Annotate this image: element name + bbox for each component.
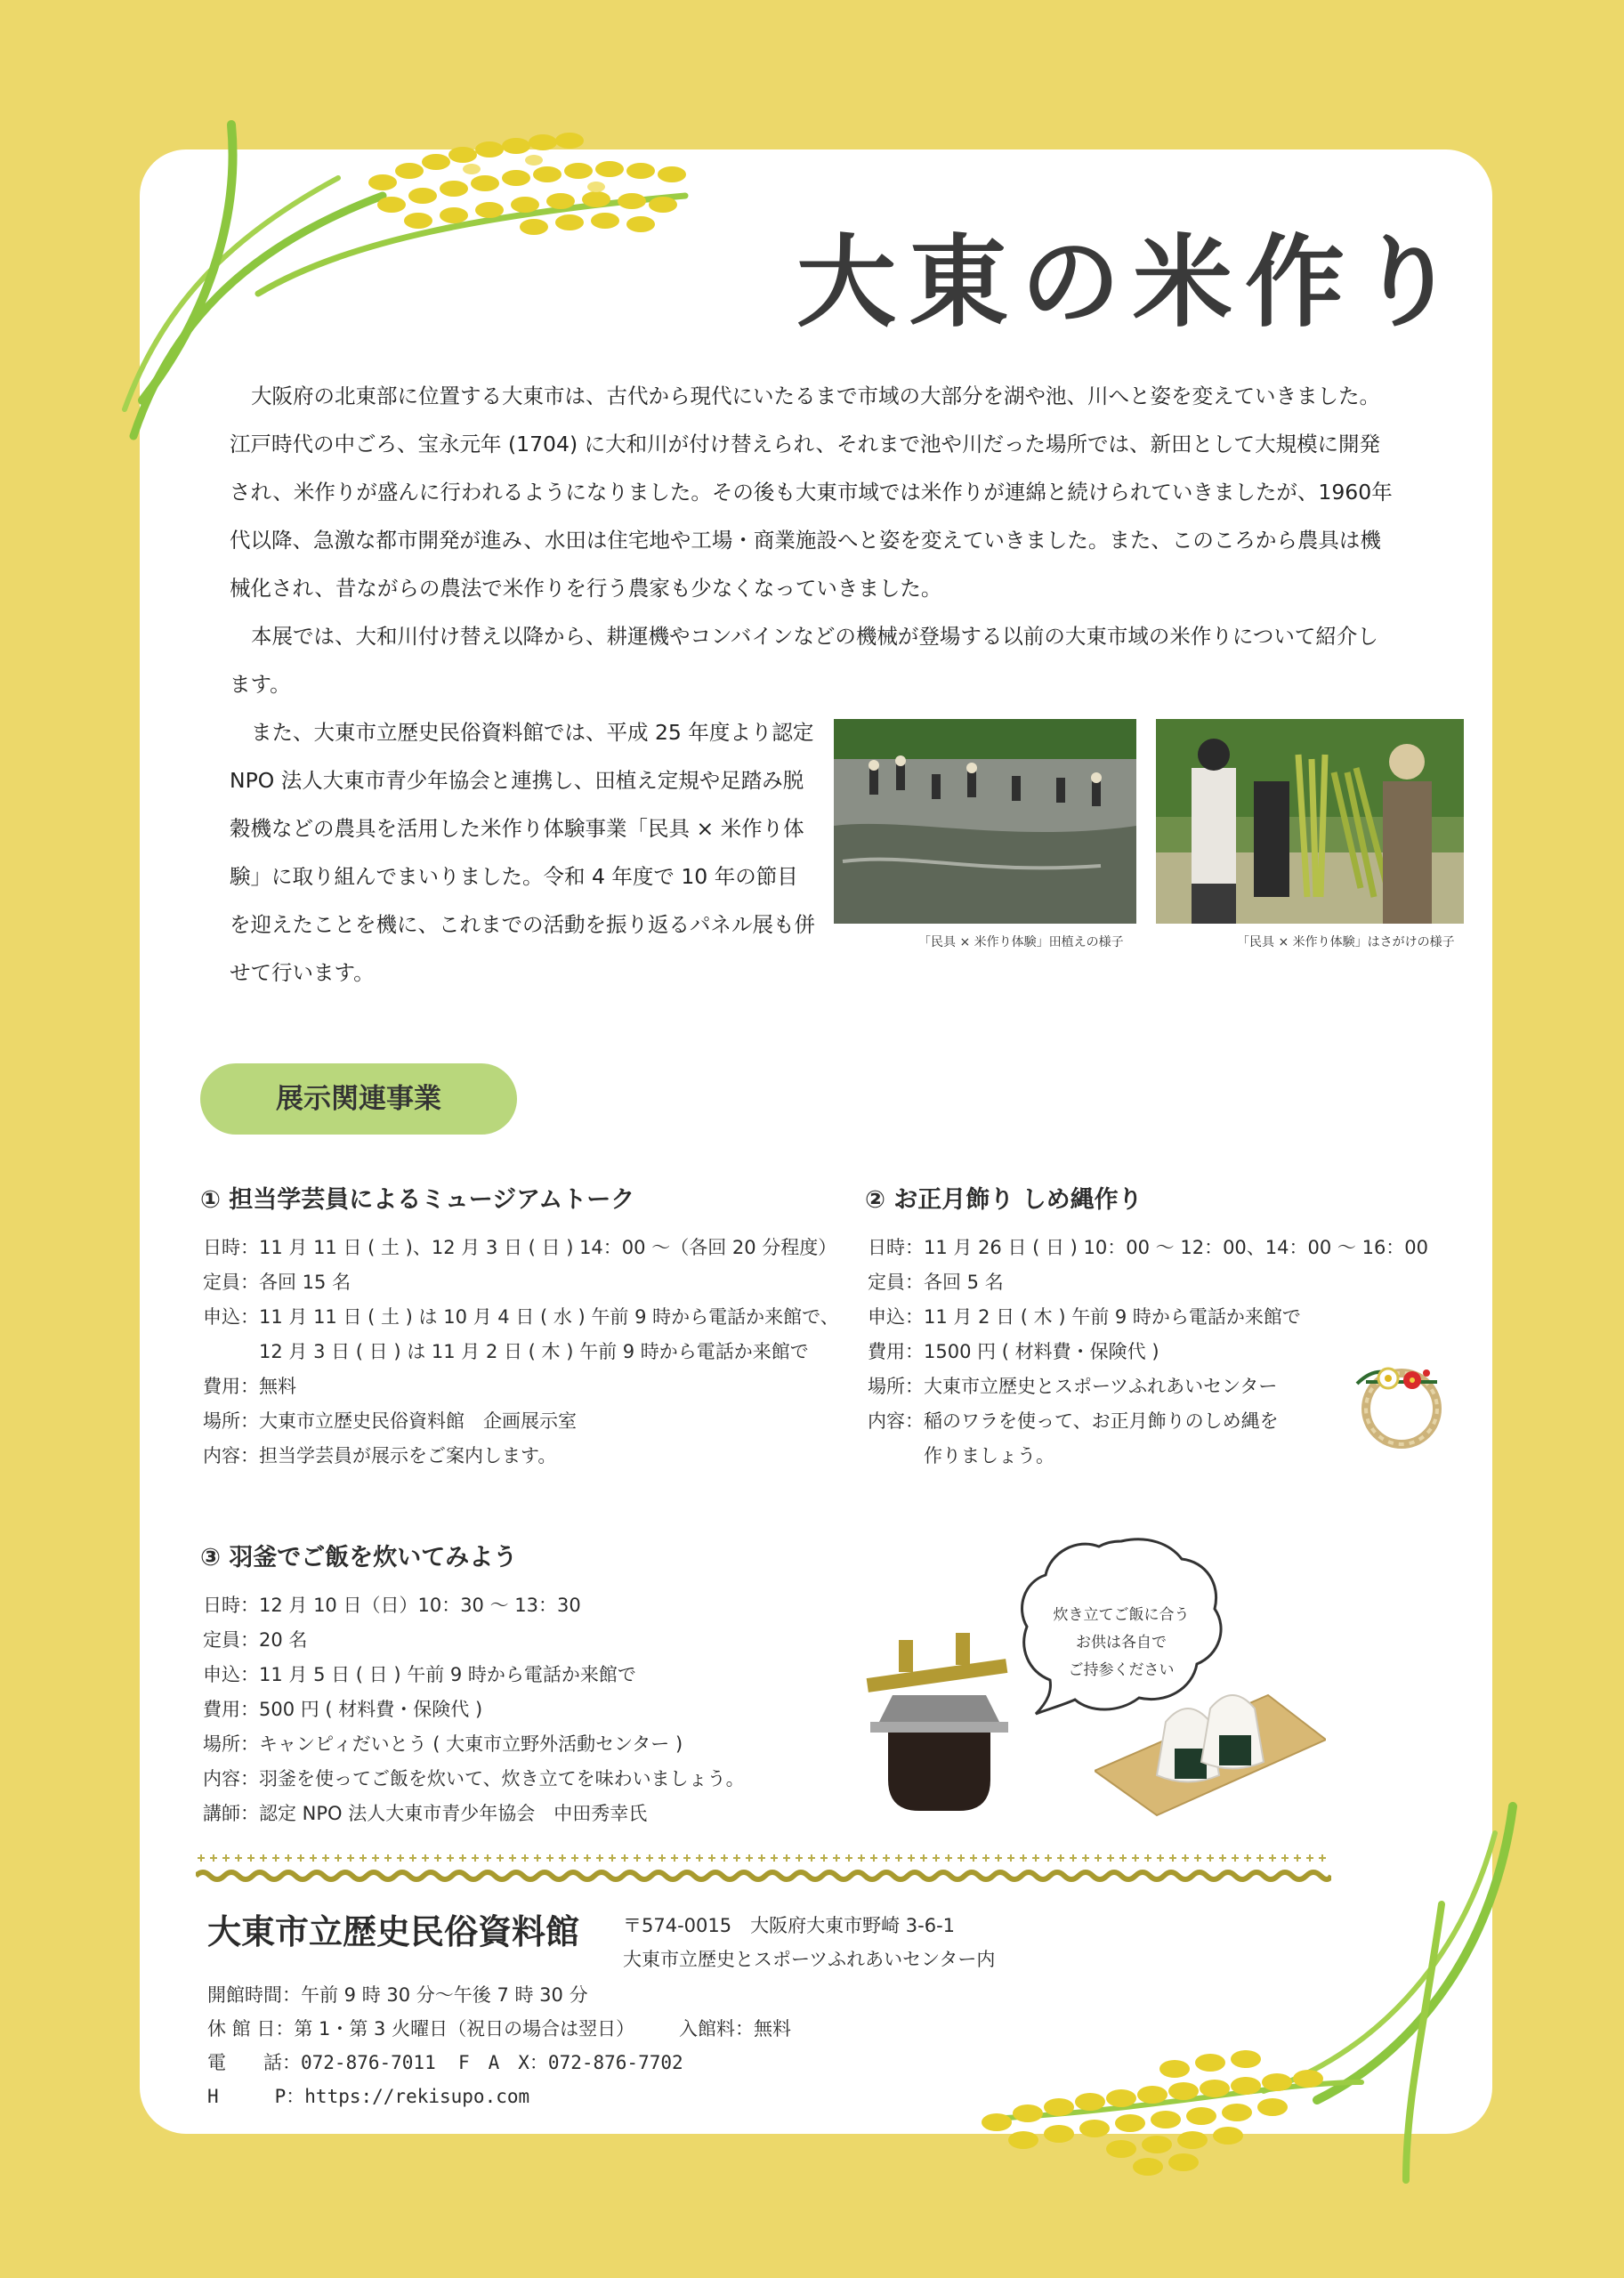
event-1-line: 12 月 3 日 ( 日 ) は 11 月 2 日 ( 木 ) 午前 9 時から電話か来館で: [203, 1341, 809, 1362]
admission-fee: 入館料：無料: [679, 2018, 791, 2040]
border-cross: [783, 1854, 790, 1862]
border-cross: [360, 1854, 367, 1862]
intro-paragraph-2: 本展では、大和川付け替え以降から、耕運機やコンバインなどの機械が登場する以前の大東市域の米作りについて紹介します。: [230, 624, 1378, 697]
border-cross: [596, 1854, 603, 1862]
fax-number: F A X：072-876-7702: [458, 2052, 683, 2073]
bubble-line: お供は各自で: [1076, 1634, 1167, 1652]
border-cross: [459, 1854, 466, 1862]
event-2-line: 内容：稲のワラを使って、お正月飾りのしめ縄を: [868, 1410, 1279, 1432]
section-label-pill: 展示関連事業: [200, 1063, 517, 1135]
border-cross: [920, 1854, 927, 1862]
border-cross: [646, 1854, 653, 1862]
event-1-line: 場所：大東市立歴史民俗資料館 企画展示室: [203, 1410, 577, 1432]
event-3-line: 場所：キャンピィだいとう ( 大東市立野外活動センター ): [203, 1733, 683, 1755]
building-name: 大東市立歴史とスポーツふれあいセンター内: [623, 1949, 996, 1970]
border-cross: [235, 1854, 242, 1862]
event-3-title: ③ 羽釜でご飯を炊いてみよう: [200, 1544, 518, 1571]
border-cross: [534, 1854, 541, 1862]
event-3-line: 日時：12 月 10 日（日）10：30 ～ 13：30: [203, 1595, 581, 1616]
border-cross: [397, 1854, 404, 1862]
event-3-line: 内容：羽釜を使ってご飯を炊いて、炊き立てを味わいましょう。: [203, 1768, 745, 1789]
speech-bubble-text: [1032, 1602, 1210, 1684]
border-cross: [621, 1854, 628, 1862]
event-3-line: 費用：500 円 ( 材料費・保険代 ): [203, 1699, 483, 1720]
shimenawa-illustration: [1348, 1348, 1455, 1455]
border-cross: [708, 1854, 715, 1862]
homepage-link[interactable]: H P：https://rekisupo.com: [207, 2086, 530, 2107]
border-cross: [335, 1854, 342, 1862]
border-cross: [472, 1854, 479, 1862]
border-cross: [808, 1854, 815, 1862]
border-cross: [434, 1854, 441, 1862]
intro-paragraph-1: 大阪府の北東部に位置する大東市は、古代から現代にいたるまで市域の大部分を湖や池、川へと姿を変えていきました。江戸時代の中ごろ、宝永元年 (1704) に大和川が付け替えられ、それまで池や川だった場所では、新田として大規模に開発され、米作りが盛んに行われるようになりました。その後も大東市域では米作りが連綿と続けられていきましたが、1960年代以降、急激な都市開発が進み、水田は住宅地や工場・商業施設へと姿を変えていきました。また、このころから農具は機械化され、昔ながらの農法で米作りを行う農家も少なくなっていきました。: [230, 384, 1393, 601]
border-cross: [845, 1854, 852, 1862]
event-2-line: 申込：11 月 2 日 ( 木 ) 午前 9 時から電話か来館で: [868, 1306, 1301, 1328]
border-cross: [546, 1854, 553, 1862]
closed-days: 休 館 日：第 1・第 3 火曜日（祝日の場合は翌日）: [207, 2018, 635, 2040]
photo-caption-2: 「民具 × 米作り体験」はさがけの様子: [1237, 935, 1455, 949]
border-cross: [584, 1854, 591, 1862]
event-2-line: 費用：1500 円 ( 材料費・保険代 ): [868, 1341, 1159, 1362]
border-cross: [322, 1854, 329, 1862]
border-cross: [870, 1854, 877, 1862]
border-cross: [521, 1854, 529, 1862]
border-cross: [297, 1854, 304, 1862]
opening-hours: 開館時間：午前 9 時 30 分～午後 7 時 30 分: [207, 1984, 588, 2006]
border-cross: [908, 1854, 915, 1862]
intro-paragraph-3: また、大東市立歴史民俗資料館では、平成 25 年度より認定 NPO 法人大東市青少年協会と連携し、田植え定規や足踏み脱穀機などの農具を活用した米作り体験事業「民具 × 米作り体験」に取り組んでまいりました。令和 4 年度で 10 年の節目を迎えたことを機に、これまでの活動を振り返るパネル展も併せて行います。: [230, 720, 815, 985]
rice-plant-bottom-illustration: [943, 1797, 1566, 2189]
border-cross: [721, 1854, 728, 1862]
event-1-line: 内容：担当学芸員が展示をご案内します。: [203, 1445, 557, 1466]
border-cross: [833, 1854, 840, 1862]
event-3-line: 申込：11 月 5 日 ( 日 ) 午前 9 時から電話か来館で: [203, 1664, 636, 1685]
event-1-line: 費用：無料: [203, 1376, 296, 1397]
border-cross: [285, 1854, 292, 1862]
event-2-line: 定員：各回 5 名: [868, 1272, 1004, 1293]
border-cross: [609, 1854, 616, 1862]
border-cross: [746, 1854, 753, 1862]
bubble-line: 炊き立てご飯に合う: [1053, 1606, 1190, 1624]
border-cross: [933, 1854, 940, 1862]
border-cross: [409, 1854, 416, 1862]
event-2-line: 作りましょう。: [868, 1445, 1054, 1466]
border-cross: [559, 1854, 566, 1862]
page-title: 大東の米作り: [796, 224, 1469, 341]
border-cross: [733, 1854, 740, 1862]
border-cross: [771, 1854, 778, 1862]
event-1-line: 日時：11 月 11 日 ( 土 )、12 月 3 日 ( 日 ) 14：00 ～（各回 20 分程度）: [203, 1237, 837, 1258]
border-cross: [210, 1854, 217, 1862]
border-cross: [372, 1854, 379, 1862]
border-cross: [347, 1854, 354, 1862]
border-cross: [272, 1854, 279, 1862]
postal-address: 〒574-0015 大阪府大東市野崎 3-6-1: [623, 1915, 956, 1936]
border-cross: [895, 1854, 902, 1862]
event-2-title: ② お正月飾り しめ縄作り: [865, 1186, 1143, 1214]
border-cross: [447, 1854, 454, 1862]
border-cross: [683, 1854, 691, 1862]
rice-planting-photo: [834, 719, 1136, 924]
border-cross: [858, 1854, 865, 1862]
border-cross: [247, 1854, 255, 1862]
event-3-line: 講師：認定 NPO 法人大東市青少年協会 中田秀幸氏: [203, 1803, 648, 1824]
museum-name: 大東市立歴史民俗資料館: [207, 1912, 580, 1951]
border-cross: [222, 1854, 230, 1862]
border-cross: [883, 1854, 890, 1862]
border-cross: [820, 1854, 828, 1862]
border-cross: [497, 1854, 504, 1862]
hasagake-photo: [1156, 719, 1464, 924]
event-2-line: 場所：大東市立歴史とスポーツふれあいセンター: [868, 1376, 1278, 1397]
bubble-line: ご持参ください: [1068, 1661, 1175, 1679]
border-cross: [198, 1854, 205, 1862]
border-cross: [571, 1854, 578, 1862]
hagama-pot-illustration: [861, 1633, 1030, 1820]
border-cross: [634, 1854, 641, 1862]
event-1-line: 申込：11 月 11 日 ( 土 ) は 10 月 4 日 ( 水 ) 午前 9 時から電話か来館で、: [203, 1306, 839, 1328]
event-1-title: ① 担当学芸員によるミュージアムトーク: [200, 1186, 635, 1214]
border-cross: [758, 1854, 765, 1862]
photo-caption-1: 「民具 × 米作り体験」田植えの様子: [918, 935, 1124, 949]
border-cross: [696, 1854, 703, 1862]
border-cross: [310, 1854, 317, 1862]
border-cross: [260, 1854, 267, 1862]
event-3-line: 定員：20 名: [203, 1629, 308, 1651]
border-cross: [796, 1854, 803, 1862]
border-cross: [509, 1854, 516, 1862]
border-cross: [658, 1854, 666, 1862]
border-cross: [484, 1854, 491, 1862]
border-cross: [671, 1854, 678, 1862]
border-cross: [422, 1854, 429, 1862]
phone-number: 電 話：072-876-7011: [207, 2052, 436, 2073]
event-2-line: 日時：11 月 26 日 ( 日 ) 10：00 ～ 12：00、14：00 ～ 16：00: [868, 1237, 1429, 1258]
event-1-line: 定員：各回 15 名: [203, 1272, 351, 1293]
border-cross: [384, 1854, 392, 1862]
